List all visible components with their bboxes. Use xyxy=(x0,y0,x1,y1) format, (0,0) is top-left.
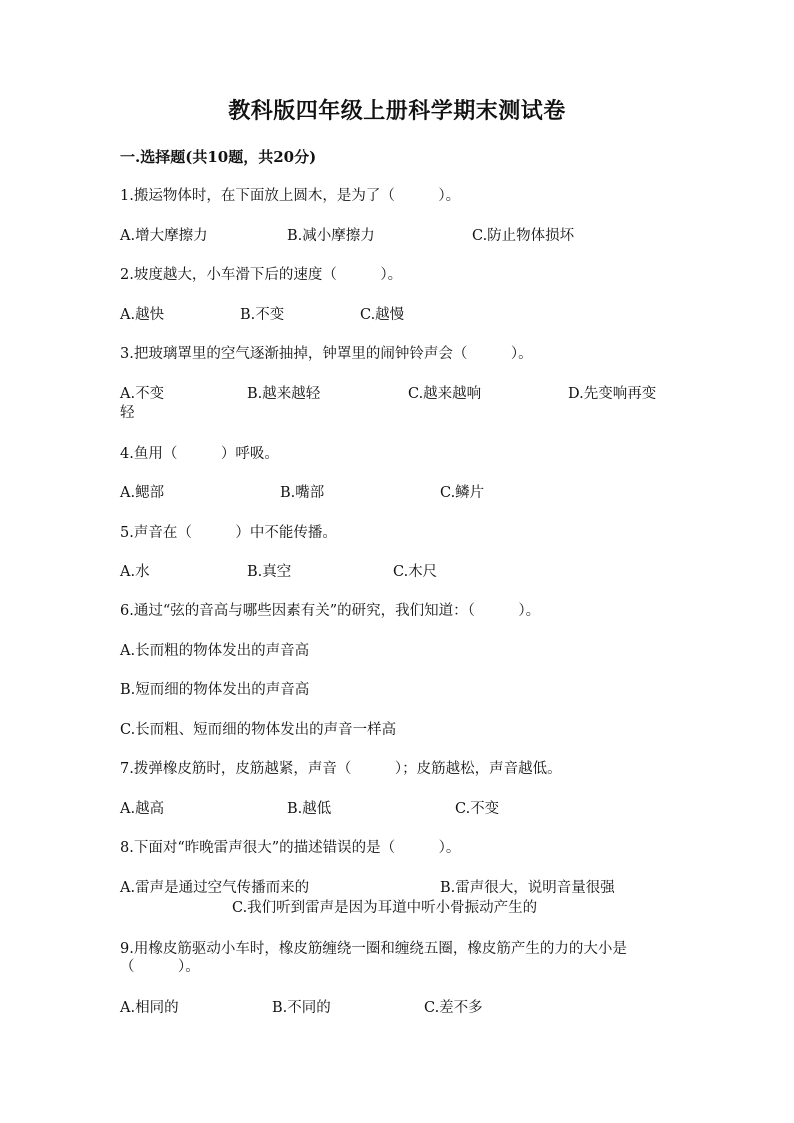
question-1-option-b: B.减小摩擦力 xyxy=(287,228,375,244)
question-3-option-c: C.越来越响 xyxy=(408,386,482,402)
question-3-option-a: A.不变 xyxy=(120,386,165,402)
question-4-option-c: C.鳞片 xyxy=(440,485,485,501)
question-8-option-a: A.雷声是通过空气传播而来的 xyxy=(120,880,310,896)
question-5-option-b: B.真空 xyxy=(247,564,292,580)
question-1-option-a: A.增大摩擦力 xyxy=(120,228,208,244)
question-9-stem: 9.用橡皮筋驱动小车时，橡皮筋缠绕一圈和缠绕五圈，橡皮筋产生的力的大小是（ ）。 xyxy=(120,941,627,975)
question-9-option-b: B.不同的 xyxy=(272,1000,331,1016)
question-6-stem: 6.通过“弦的音高与哪些因素有关”的研究，我们知道：（ ）。 xyxy=(120,603,541,619)
question-7-option-c: C.不变 xyxy=(455,801,500,817)
question-2-option-c: C.越慢 xyxy=(360,307,405,323)
question-8-option-b: B.雷声很大，说明音量很强 xyxy=(440,880,615,896)
question-2-stem: 2.坡度越大，小车滑下后的速度（ ）。 xyxy=(120,267,403,283)
exam-title: 教科版四年级上册科学期末测试卷 xyxy=(228,98,566,124)
question-7-option-b: B.越低 xyxy=(287,801,332,817)
question-7-option-a: A.越高 xyxy=(120,801,165,817)
question-9-option-c: C.差不多 xyxy=(424,1000,483,1016)
question-3-option-b: B.越来越轻 xyxy=(247,386,321,402)
section-heading: 一.选择题(共10题，共20分) xyxy=(120,148,317,166)
question-3-option-d-wrap: 轻 xyxy=(120,405,135,421)
question-6-option-a: A.长而粗的物体发出的声音高 xyxy=(120,643,310,659)
question-8-stem: 8.下面对“昨晚雷声很大”的描述错误的是（ ）。 xyxy=(120,840,461,856)
question-5-stem: 5.声音在（ ）中不能传播。 xyxy=(120,525,337,541)
question-2-option-a: A.越快 xyxy=(120,307,165,323)
question-3-stem: 3.把玻璃罩里的空气逐渐抽掉，钟罩里的闹钟铃声会（ ）。 xyxy=(120,346,533,362)
question-4-option-b: B.嘴部 xyxy=(280,485,325,501)
question-1-option-c: C.防止物体损坏 xyxy=(472,228,575,244)
question-6-option-c: C.长而粗、短而细的物体发出的声音一样高 xyxy=(120,722,397,738)
question-5-option-c: C.木尺 xyxy=(393,564,438,580)
question-8-option-c: C.我们听到雷声是因为耳道中听小骨振动产生的 xyxy=(232,900,538,916)
question-7-stem: 7.拨弹橡皮筋时，皮筋越紧，声音（ ）；皮筋越松，声音越低。 xyxy=(120,761,562,777)
question-6-option-b: B.短而细的物体发出的声音高 xyxy=(120,682,310,698)
question-4-option-a: A.鳃部 xyxy=(120,485,165,501)
question-4-stem: 4.鱼用（ ）呼吸。 xyxy=(120,446,279,462)
question-5-option-a: A.水 xyxy=(120,564,150,580)
question-3-option-d: D.先变响再变 xyxy=(568,386,657,402)
question-1-stem: 1.搬运物体时，在下面放上圆木，是为了（ ）。 xyxy=(120,188,461,204)
question-9-option-a: A.相同的 xyxy=(120,1000,179,1016)
question-2-option-b: B.不变 xyxy=(240,307,285,323)
